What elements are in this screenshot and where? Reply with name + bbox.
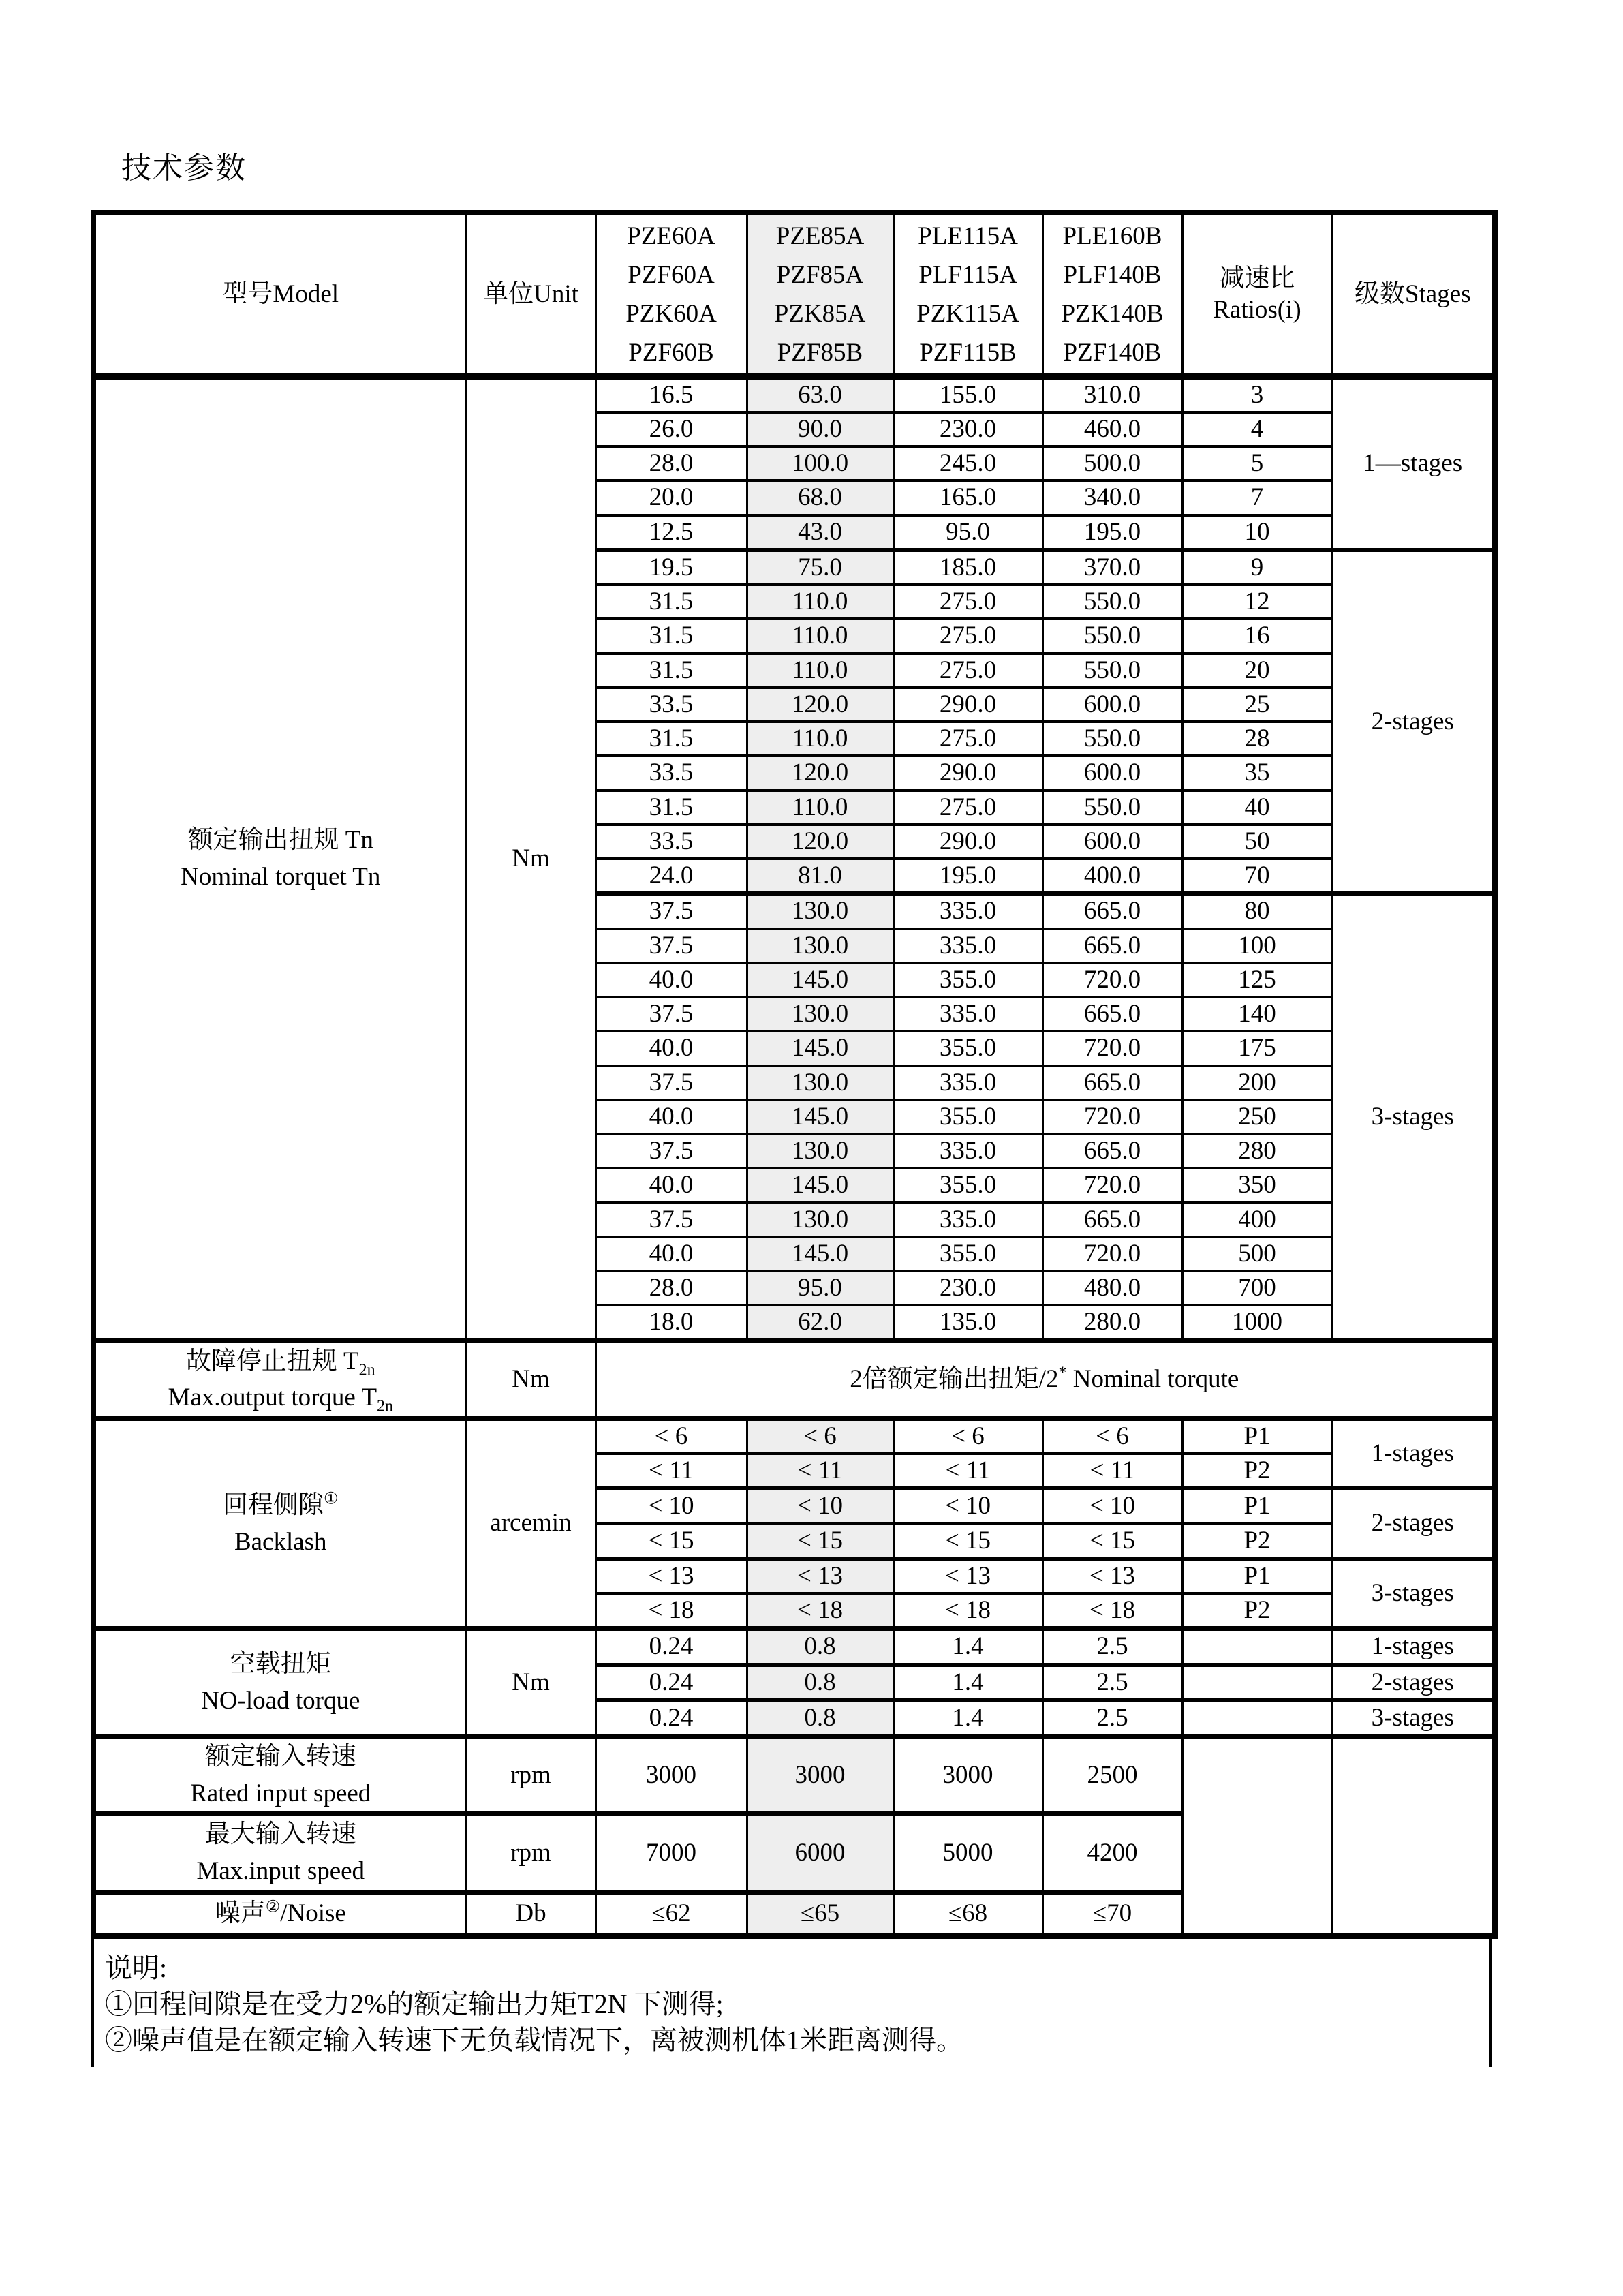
- backlash-label-footnote-mark: ①: [323, 1490, 339, 1508]
- noload-label-cn: 空载扭矩: [230, 1650, 331, 1679]
- torque-value-cell: 37.5: [596, 929, 747, 963]
- torque-value-cell: 355.0: [893, 1031, 1042, 1065]
- torque-value-cell: 600.0: [1042, 688, 1182, 722]
- model-name: PZF85B: [777, 338, 863, 367]
- torque-value-cell: 120.0: [747, 756, 893, 790]
- torque-value-cell: 355.0: [893, 1100, 1042, 1134]
- torque-value-cell: 195.0: [1042, 515, 1182, 550]
- noload-value-cell: 2.5: [1042, 1629, 1182, 1665]
- t2n-label-en-text: Max.output torque T: [168, 1383, 377, 1412]
- backlash-class-cell: P1: [1182, 1418, 1332, 1454]
- torque-value-cell: 110.0: [747, 619, 893, 653]
- ratio-value-cell: 7: [1182, 480, 1332, 515]
- torque-value-cell: 37.5: [596, 997, 747, 1031]
- torque-value-cell: 40.0: [596, 1168, 747, 1202]
- backlash-label-en: Backlash: [234, 1527, 327, 1556]
- torque-value-cell: 33.5: [596, 825, 747, 859]
- ratio-value-cell: 140: [1182, 997, 1332, 1031]
- backlash-class-cell: P1: [1182, 1559, 1332, 1593]
- torque-value-cell: 335.0: [893, 997, 1042, 1031]
- torque-value-cell: 665.0: [1042, 893, 1182, 928]
- torque-value-cell: 335.0: [893, 929, 1042, 963]
- noise-label-en: /Noise: [280, 1899, 346, 1928]
- max-speed-label-cell: [93, 1814, 466, 1892]
- noload-value-cell: 1.4: [893, 1665, 1042, 1700]
- torque-value-cell: 335.0: [893, 1134, 1042, 1168]
- torque-value-cell: 110.0: [747, 722, 893, 756]
- t2n-label-cell: [93, 1341, 466, 1418]
- notes-heading: 说明:: [105, 1953, 168, 1984]
- rated-speed-label-cell: [93, 1736, 466, 1814]
- backlash-label-cell: [93, 1418, 466, 1629]
- stage-label-cell: 3-stages: [1332, 893, 1495, 1341]
- ratio-value-cell: 16: [1182, 619, 1332, 653]
- ratio-value-cell: 70: [1182, 859, 1332, 893]
- ratio-empty-cell: [1182, 1700, 1332, 1736]
- torque-value-cell: 145.0: [747, 963, 893, 997]
- spec-table: [91, 210, 1498, 1939]
- torque-value-cell: 245.0: [893, 446, 1042, 480]
- torque-value-cell: 550.0: [1042, 585, 1182, 619]
- ratio-value-cell: 20: [1182, 654, 1332, 688]
- ratio-value-cell: 10: [1182, 515, 1332, 550]
- torque-value-cell: 81.0: [747, 859, 893, 893]
- backlash-value-cell: < 6: [596, 1418, 747, 1454]
- ratio-value-cell: 3: [1182, 376, 1332, 412]
- torque-value-cell: 460.0: [1042, 412, 1182, 446]
- ratio-value-cell: 9: [1182, 550, 1332, 585]
- backlash-value-cell: < 15: [1042, 1524, 1182, 1559]
- ratio-value-cell: 35: [1182, 756, 1332, 790]
- torque-value-cell: 43.0: [747, 515, 893, 550]
- model-name: PZF85A: [776, 260, 864, 289]
- table-header: [93, 213, 1495, 376]
- header-models-column-3: [893, 213, 1042, 376]
- torque-value-cell: 110.0: [747, 585, 893, 619]
- backlash-value-cell: < 13: [893, 1559, 1042, 1593]
- torque-value-cell: 275.0: [893, 654, 1042, 688]
- header-model-cell: 型号Model: [93, 213, 466, 376]
- noload-value-cell: 0.24: [596, 1700, 747, 1736]
- torque-value-cell: 550.0: [1042, 654, 1182, 688]
- rated-speed-label-en: Rated input speed: [190, 1779, 371, 1807]
- stages-empty-cell: [1332, 1736, 1495, 1937]
- torque-value-cell: 40.0: [596, 1237, 747, 1271]
- ratio-empty-cell: [1182, 1629, 1332, 1665]
- noise-value: ≤70: [1042, 1892, 1182, 1936]
- torque-value-cell: 290.0: [893, 688, 1042, 722]
- backlash-value-cell: < 10: [1042, 1488, 1182, 1523]
- ratio-empty-cell: [1182, 1736, 1332, 1937]
- torque-value-cell: 95.0: [747, 1271, 893, 1305]
- torque-value-cell: 130.0: [747, 893, 893, 928]
- speed-section: [93, 1736, 1495, 1937]
- backlash-value-cell: < 13: [1042, 1559, 1182, 1593]
- t2n-label-cn-subscript: 2n: [358, 1360, 375, 1379]
- torque-value-cell: 145.0: [747, 1100, 893, 1134]
- torque-data-row: [93, 376, 1495, 412]
- ratio-value-cell: 700: [1182, 1271, 1332, 1305]
- torque-value-cell: 28.0: [596, 1271, 747, 1305]
- torque-value-cell: 130.0: [747, 1134, 893, 1168]
- backlash-label-cn: [96, 1487, 465, 1524]
- ratio-value-cell: 50: [1182, 825, 1332, 859]
- torque-value-cell: 720.0: [1042, 1237, 1182, 1271]
- backlash-value-cell: < 10: [596, 1488, 747, 1523]
- model-name: PZE60A: [627, 221, 715, 250]
- torque-value-cell: 275.0: [893, 619, 1042, 653]
- torque-value-cell: 100.0: [747, 446, 893, 480]
- torque-value-cell: 400.0: [1042, 859, 1182, 893]
- header-models-column-2: [747, 213, 893, 376]
- max-speed-value: 7000: [596, 1814, 747, 1892]
- backlash-class-cell: P2: [1182, 1454, 1332, 1488]
- torque-value-cell: 335.0: [893, 1203, 1042, 1237]
- torque-value-cell: 280.0: [1042, 1305, 1182, 1341]
- torque-value-cell: 135.0: [893, 1305, 1042, 1341]
- ratio-value-cell: 40: [1182, 791, 1332, 825]
- torque-value-cell: 665.0: [1042, 929, 1182, 963]
- rated-speed-row: [93, 1736, 1495, 1814]
- backlash-value-cell: < 15: [893, 1524, 1042, 1559]
- torque-label-cn: 额定输出扭规 Tn: [187, 826, 373, 855]
- ratio-value-cell: 350: [1182, 1168, 1332, 1202]
- torque-value-cell: 230.0: [893, 1271, 1042, 1305]
- max-speed-label-en: Max.input speed: [196, 1856, 365, 1885]
- t2n-label-en: [96, 1379, 465, 1416]
- torque-value-cell: 230.0: [893, 412, 1042, 446]
- torque-value-cell: 19.5: [596, 550, 747, 585]
- backlash-value-cell: < 18: [1042, 1593, 1182, 1629]
- stage-label-cell: 1-stages: [1332, 1418, 1495, 1488]
- t2n-value-cell: [596, 1341, 1495, 1418]
- model-name: PLF115A: [918, 260, 1017, 289]
- model-name: PZK140B: [1061, 299, 1164, 328]
- backlash-value-cell: < 10: [893, 1488, 1042, 1523]
- model-name: PZF60A: [628, 260, 715, 289]
- ratio-header-cn: 减速比: [1219, 264, 1295, 292]
- torque-section: [93, 376, 1495, 1341]
- stage-label-cell: 3-stages: [1332, 1700, 1495, 1736]
- stage-label-cell: 2-stages: [1332, 550, 1495, 894]
- torque-value-cell: 31.5: [596, 654, 747, 688]
- backlash-value-cell: < 6: [1042, 1418, 1182, 1454]
- ratio-value-cell: 125: [1182, 963, 1332, 997]
- header-models-column-1: [596, 213, 747, 376]
- rated-speed-label-cn: 额定输入转速: [204, 1743, 356, 1771]
- ratio-value-cell: 500: [1182, 1237, 1332, 1271]
- backlash-value-cell: < 18: [893, 1593, 1042, 1629]
- t2n-section: [93, 1341, 1495, 1418]
- torque-value-cell: 37.5: [596, 893, 747, 928]
- torque-value-cell: 665.0: [1042, 1066, 1182, 1100]
- torque-value-cell: 275.0: [893, 791, 1042, 825]
- page-title: 技术参数: [121, 151, 247, 185]
- backlash-label-cn-text: 回程侧隙: [222, 1490, 324, 1519]
- ratio-empty-cell: [1182, 1665, 1332, 1700]
- backlash-class-cell: P1: [1182, 1488, 1332, 1523]
- torque-value-cell: 720.0: [1042, 963, 1182, 997]
- model-name: PZE85A: [775, 221, 865, 250]
- noload-value-cell: 0.24: [596, 1665, 747, 1700]
- torque-value-cell: 130.0: [747, 1203, 893, 1237]
- noload-value-cell: 2.5: [1042, 1665, 1182, 1700]
- torque-value-cell: 24.0: [596, 859, 747, 893]
- torque-value-cell: 165.0: [893, 480, 1042, 515]
- rated-speed-value: 2500: [1042, 1736, 1182, 1814]
- backlash-value-cell: < 13: [596, 1559, 747, 1593]
- torque-value-cell: 95.0: [893, 515, 1042, 550]
- torque-value-cell: 370.0: [1042, 550, 1182, 585]
- backlash-value-cell: < 13: [747, 1559, 893, 1593]
- note-line-1: ①回程间隙是在受力2%的额定输出力矩T2N 下测得;: [105, 1989, 724, 2020]
- noise-value: ≤68: [893, 1892, 1042, 1936]
- max-speed-value: 4200: [1042, 1814, 1182, 1892]
- noload-value-cell: 1.4: [893, 1700, 1042, 1736]
- backlash-value-cell: < 6: [747, 1418, 893, 1454]
- torque-value-cell: 18.0: [596, 1305, 747, 1341]
- torque-value-cell: 145.0: [747, 1237, 893, 1271]
- ratio-value-cell: 1000: [1182, 1305, 1332, 1341]
- ratio-value-cell: 12: [1182, 585, 1332, 619]
- torque-value-cell: 290.0: [893, 825, 1042, 859]
- torque-value-cell: 40.0: [596, 1100, 747, 1134]
- torque-value-cell: 40.0: [596, 1031, 747, 1065]
- model-name: PZF60B: [628, 338, 714, 367]
- torque-value-cell: 145.0: [747, 1031, 893, 1065]
- stage-label-cell: 1-stages: [1332, 1629, 1495, 1665]
- torque-value-cell: 500.0: [1042, 446, 1182, 480]
- torque-value-cell: 355.0: [893, 963, 1042, 997]
- torque-value-cell: 720.0: [1042, 1100, 1182, 1134]
- torque-value-cell: 37.5: [596, 1066, 747, 1100]
- model-name: PLE160B: [1062, 221, 1162, 250]
- stage-label-cell: 2-stages: [1332, 1488, 1495, 1559]
- max-speed-label-cn: 最大输入转速: [204, 1820, 356, 1849]
- torque-value-cell: 28.0: [596, 446, 747, 480]
- torque-value-cell: 600.0: [1042, 825, 1182, 859]
- ratio-value-cell: 200: [1182, 1066, 1332, 1100]
- noload-data-row: [93, 1629, 1495, 1665]
- ratio-value-cell: 280: [1182, 1134, 1332, 1168]
- t2n-row: [93, 1341, 1495, 1418]
- rated-speed-value: 3000: [747, 1736, 893, 1814]
- torque-value-cell: 355.0: [893, 1168, 1042, 1202]
- ratio-value-cell: 25: [1182, 688, 1332, 722]
- torque-value-cell: 275.0: [893, 585, 1042, 619]
- ratio-header-en: Ratios(i): [1213, 295, 1301, 324]
- torque-value-cell: 550.0: [1042, 722, 1182, 756]
- torque-value-cell: 335.0: [893, 893, 1042, 928]
- stage-label-cell: 1—stages: [1332, 376, 1495, 550]
- torque-value-cell: 68.0: [747, 480, 893, 515]
- backlash-value-cell: < 11: [1042, 1454, 1182, 1488]
- noise-label-footnote-mark: ②: [265, 1898, 281, 1916]
- ratio-value-cell: 5: [1182, 446, 1332, 480]
- torque-value-cell: 185.0: [893, 550, 1042, 585]
- stage-label-cell: 2-stages: [1332, 1665, 1495, 1700]
- torque-value-cell: 340.0: [1042, 480, 1182, 515]
- t2n-value-text: 2倍额定输出扭矩/2: [850, 1365, 1059, 1394]
- torque-label-en: Nominal torquet Tn: [181, 863, 381, 891]
- torque-value-cell: 12.5: [596, 515, 747, 550]
- t2n-value-superscript: *: [1058, 1364, 1067, 1382]
- torque-value-cell: 20.0: [596, 480, 747, 515]
- torque-value-cell: 31.5: [596, 585, 747, 619]
- rated-speed-unit-cell: rpm: [466, 1736, 596, 1814]
- torque-value-cell: 75.0: [747, 550, 893, 585]
- header-unit-cell: 单位Unit: [466, 213, 596, 376]
- backlash-value-cell: < 11: [596, 1454, 747, 1488]
- torque-value-cell: 62.0: [747, 1305, 893, 1341]
- torque-value-cell: 720.0: [1042, 1031, 1182, 1065]
- model-name: PLE115A: [918, 221, 1018, 250]
- torque-value-cell: 120.0: [747, 825, 893, 859]
- noload-label-cell: [93, 1629, 466, 1736]
- torque-value-cell: 110.0: [747, 791, 893, 825]
- torque-value-cell: 290.0: [893, 756, 1042, 790]
- backlash-class-cell: P2: [1182, 1593, 1332, 1629]
- torque-value-cell: 665.0: [1042, 1203, 1182, 1237]
- noise-value: ≤65: [747, 1892, 893, 1936]
- noise-label-cn: 噪声: [215, 1899, 266, 1928]
- torque-value-cell: 31.5: [596, 722, 747, 756]
- torque-value-cell: 33.5: [596, 756, 747, 790]
- model-name: PZF140B: [1063, 338, 1162, 367]
- rated-speed-value: 3000: [596, 1736, 747, 1814]
- torque-value-cell: 33.5: [596, 688, 747, 722]
- ratio-value-cell: 4: [1182, 412, 1332, 446]
- torque-value-cell: 16.5: [596, 376, 747, 412]
- backlash-class-cell: P2: [1182, 1524, 1332, 1559]
- noload-value-cell: 0.8: [747, 1700, 893, 1736]
- ratio-value-cell: 80: [1182, 893, 1332, 928]
- backlash-value-cell: < 15: [747, 1524, 893, 1559]
- backlash-value-cell: < 18: [747, 1593, 893, 1629]
- notes-box: [91, 1939, 1492, 2067]
- torque-unit-cell: Nm: [466, 376, 596, 1341]
- torque-value-cell: 37.5: [596, 1203, 747, 1237]
- backlash-value-cell: < 15: [596, 1524, 747, 1559]
- torque-value-cell: 665.0: [1042, 1134, 1182, 1168]
- header-ratio-cell: [1182, 213, 1332, 376]
- torque-label-cell: [93, 376, 466, 1341]
- torque-value-cell: 600.0: [1042, 756, 1182, 790]
- torque-value-cell: 355.0: [893, 1237, 1042, 1271]
- noise-unit-cell: Db: [466, 1892, 596, 1936]
- torque-value-cell: 195.0: [893, 859, 1042, 893]
- torque-value-cell: 63.0: [747, 376, 893, 412]
- ratio-value-cell: 175: [1182, 1031, 1332, 1065]
- torque-value-cell: 31.5: [596, 791, 747, 825]
- model-name: PZK60A: [625, 299, 717, 328]
- ratio-value-cell: 250: [1182, 1100, 1332, 1134]
- ratio-value-cell: 400: [1182, 1203, 1332, 1237]
- noise-value: ≤62: [596, 1892, 747, 1936]
- noload-value-cell: 0.8: [747, 1629, 893, 1665]
- max-speed-value: 6000: [747, 1814, 893, 1892]
- torque-value-cell: 310.0: [1042, 376, 1182, 412]
- note-line-2: ②噪声值是在额定输入转速下无负载情况下，离被测机体1米距离测得。: [105, 2025, 963, 2056]
- spec-table-wrapper: [91, 210, 1492, 2067]
- torque-value-cell: 550.0: [1042, 791, 1182, 825]
- noload-value-cell: 2.5: [1042, 1700, 1182, 1736]
- torque-value-cell: 130.0: [747, 929, 893, 963]
- t2n-value-rest: Nominal torqute: [1066, 1365, 1239, 1394]
- torque-value-cell: 665.0: [1042, 997, 1182, 1031]
- noload-value-cell: 0.24: [596, 1629, 747, 1665]
- rated-speed-value: 3000: [893, 1736, 1042, 1814]
- backlash-data-row: [93, 1418, 1495, 1454]
- noise-label-cell: [93, 1892, 466, 1936]
- torque-value-cell: 145.0: [747, 1168, 893, 1202]
- model-name: PLF140B: [1063, 260, 1162, 289]
- backlash-value-cell: < 10: [747, 1488, 893, 1523]
- backlash-value-cell: < 6: [893, 1418, 1042, 1454]
- torque-value-cell: 37.5: [596, 1134, 747, 1168]
- ratio-value-cell: 28: [1182, 722, 1332, 756]
- header-models-column-4: [1042, 213, 1182, 376]
- torque-value-cell: 90.0: [747, 412, 893, 446]
- t2n-label-en-subscript: 2n: [377, 1397, 394, 1415]
- header-row: [93, 213, 1495, 376]
- ratio-value-cell: 100: [1182, 929, 1332, 963]
- noload-value-cell: 1.4: [893, 1629, 1042, 1665]
- model-name: PZK115A: [916, 299, 1019, 328]
- noload-unit-cell: Nm: [466, 1629, 596, 1736]
- torque-value-cell: 26.0: [596, 412, 747, 446]
- max-speed-value: 5000: [893, 1814, 1042, 1892]
- torque-value-cell: 130.0: [747, 997, 893, 1031]
- max-speed-unit-cell: rpm: [466, 1814, 596, 1892]
- backlash-value-cell: < 11: [747, 1454, 893, 1488]
- torque-value-cell: 40.0: [596, 963, 747, 997]
- model-name: PZF115B: [919, 338, 1017, 367]
- torque-value-cell: 335.0: [893, 1066, 1042, 1100]
- stage-label-cell: 3-stages: [1332, 1559, 1495, 1629]
- header-stages-cell: 级数Stages: [1332, 213, 1495, 376]
- torque-value-cell: 275.0: [893, 722, 1042, 756]
- backlash-section: [93, 1418, 1495, 1629]
- backlash-unit-cell: arcemin: [466, 1418, 596, 1629]
- torque-value-cell: 155.0: [893, 376, 1042, 412]
- model-name: PZK85A: [774, 299, 866, 328]
- backlash-value-cell: < 18: [596, 1593, 747, 1629]
- torque-value-cell: 480.0: [1042, 1271, 1182, 1305]
- noload-section: [93, 1629, 1495, 1736]
- torque-value-cell: 720.0: [1042, 1168, 1182, 1202]
- torque-value-cell: 110.0: [747, 654, 893, 688]
- noload-value-cell: 0.8: [747, 1665, 893, 1700]
- noload-label-en: NO-load torque: [201, 1686, 360, 1715]
- torque-value-cell: 31.5: [596, 619, 747, 653]
- torque-value-cell: 130.0: [747, 1066, 893, 1100]
- torque-value-cell: 120.0: [747, 688, 893, 722]
- t2n-label-cn-text: 故障停止扭规 T: [185, 1347, 359, 1375]
- t2n-label-cn: [96, 1343, 465, 1380]
- backlash-value-cell: < 11: [893, 1454, 1042, 1488]
- torque-value-cell: 550.0: [1042, 619, 1182, 653]
- t2n-unit-cell: Nm: [466, 1341, 596, 1418]
